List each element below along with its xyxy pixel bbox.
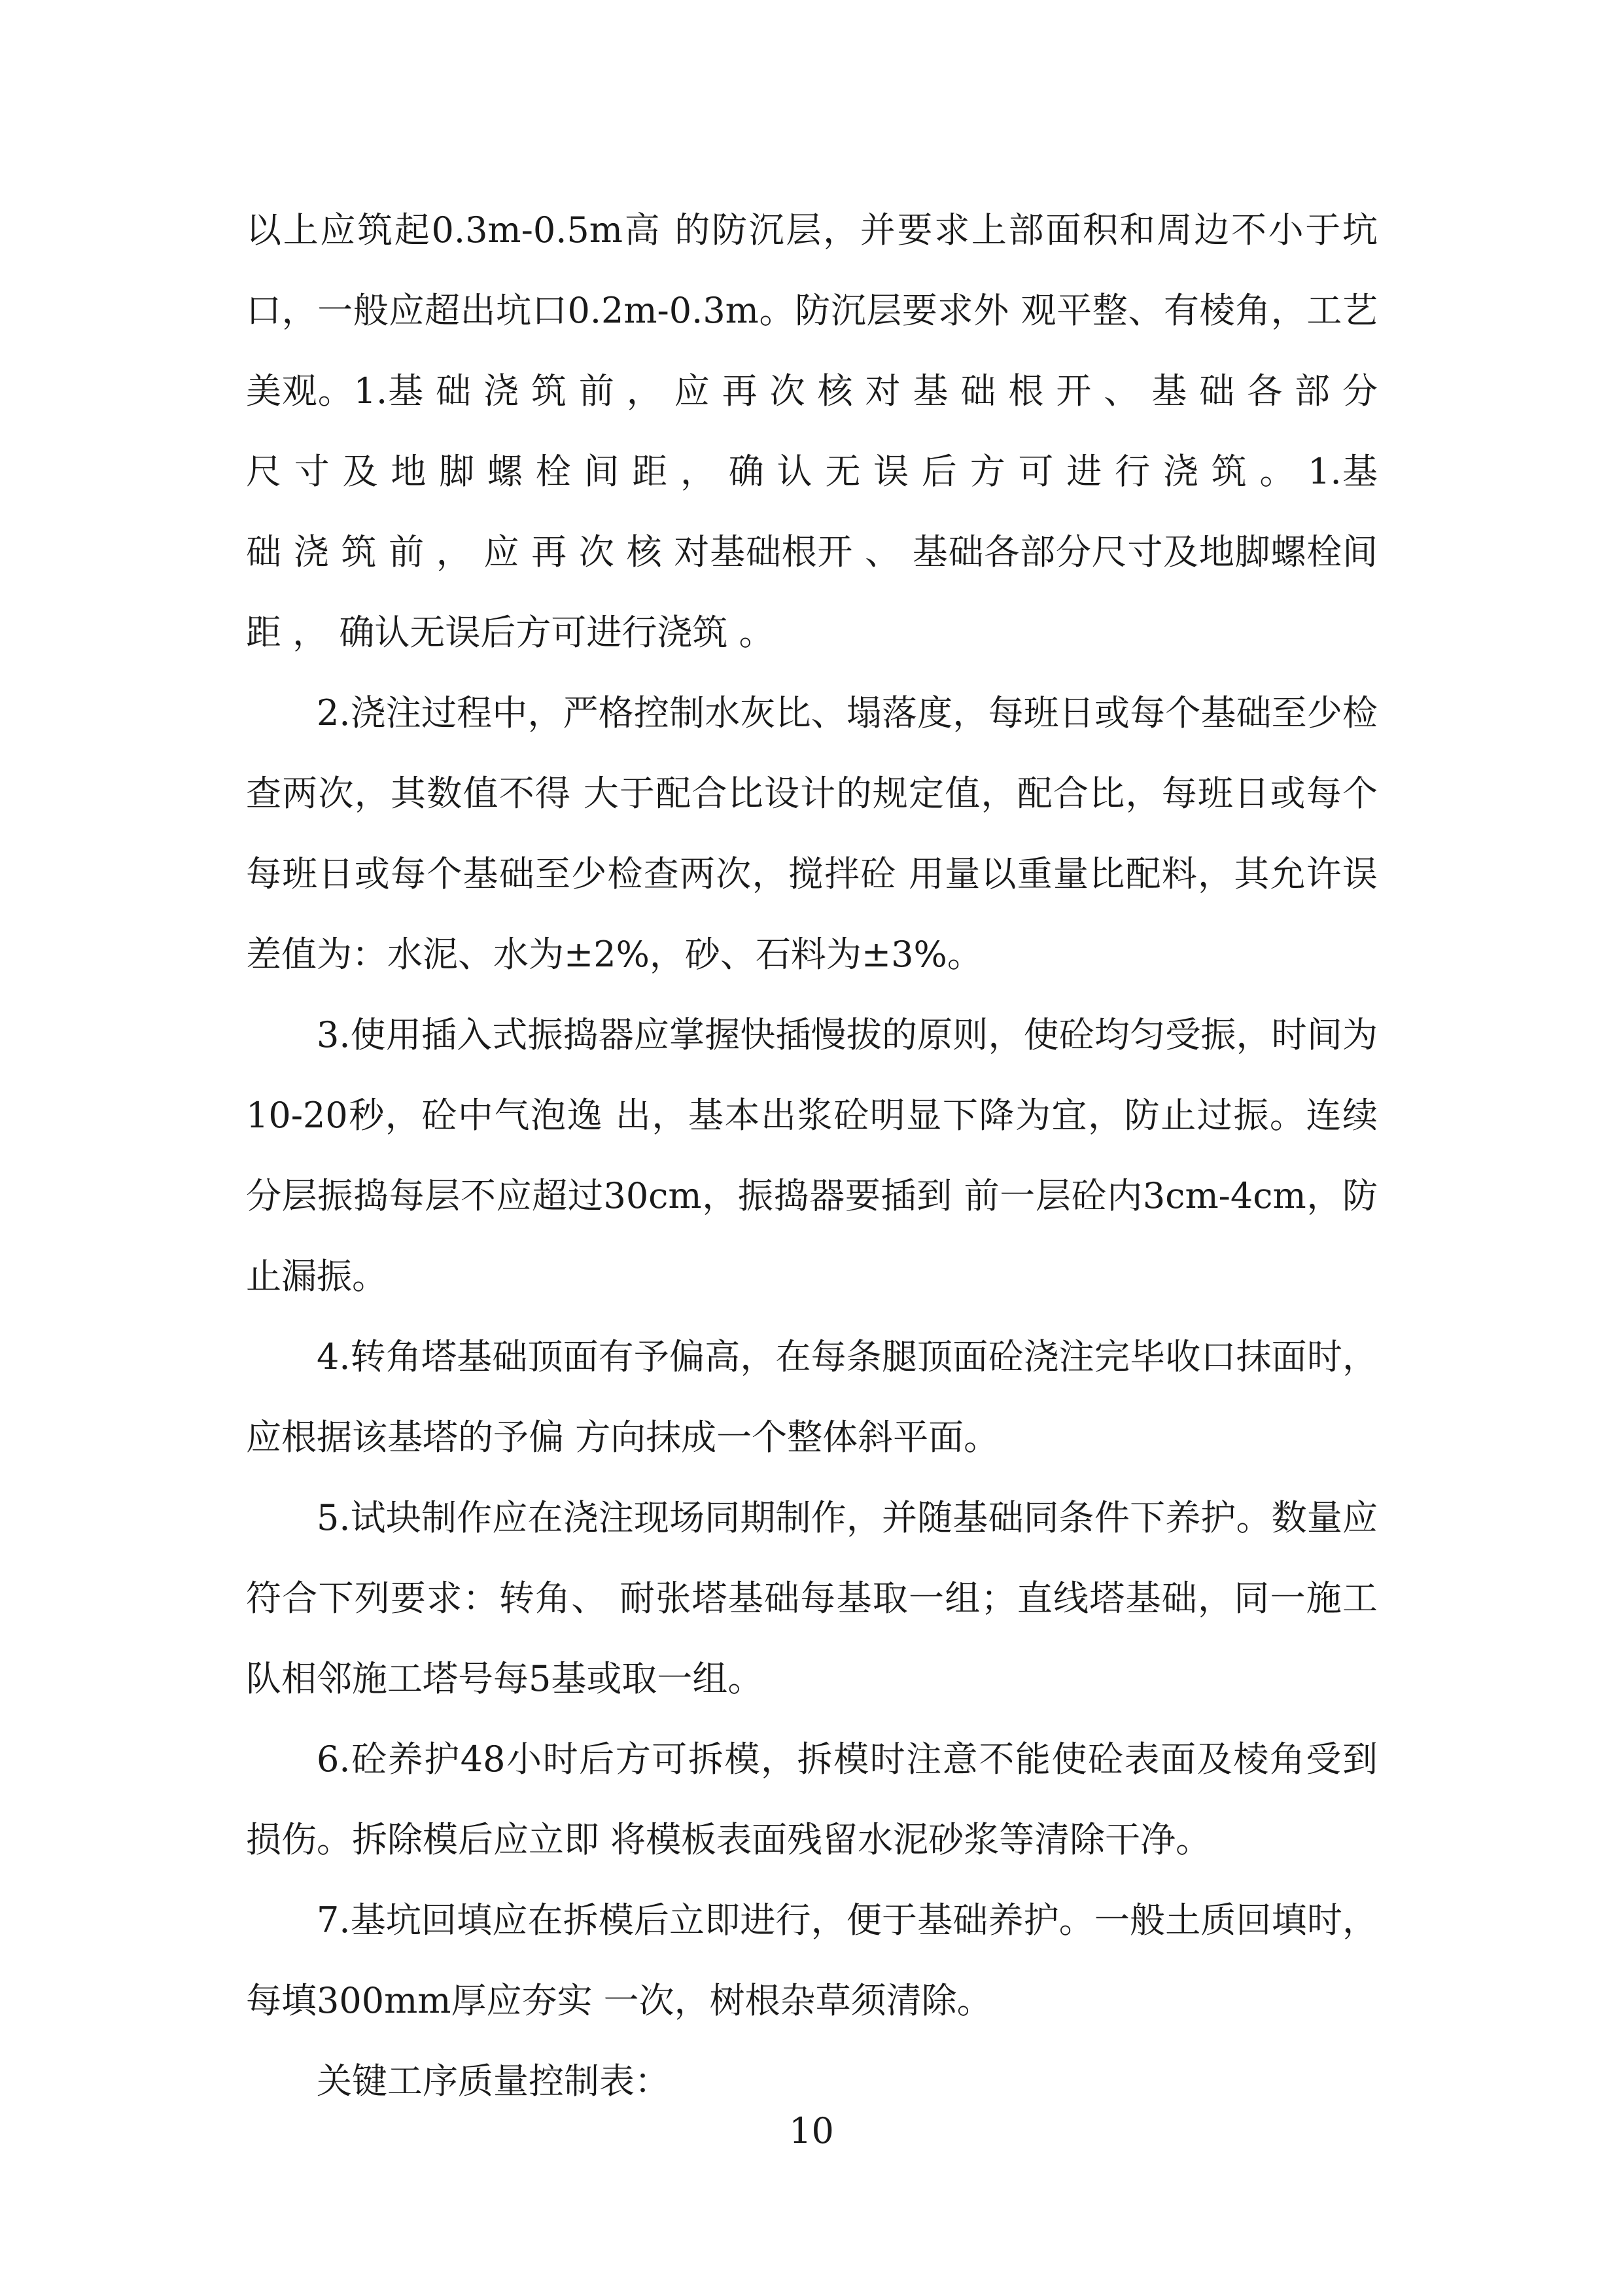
paragraph-quality-table-heading: 关键工序质量控制表： [317,2060,670,2102]
paragraph-vibrator-usage: 3.使用插入式振捣器应掌握快插慢拔的原则，使砼均匀受振，时间为10-20秒，砼中气泡逸 出，基本出浆砼明显下降为宜，防止过振。连续分层振捣每层不应超过30cm，振捣器要插到 前一层砼内3cm-4cm，防止漏振。 [246,1014,1378,1297]
paragraph-pour-process-control: 2.浇注过程中，严格控制水灰比、塌落度，每班日或每个基础至少检查两次，其数值不得 大于配合比设计的规定值，配合比，每班日或每个每班日或每个基础至少检查两次，搅拌砼 用量以重量比配料，其允许误差值为：水泥、水为±2%，砂、石料为±3%。 [246,692,1378,975]
paragraph-test-block: 5.试块制作应在浇注现场同期制作，并随基础同条件下养护。数量应符合下列要求：转角、 耐张塔基础每基取一组；直线塔基础，同一施工队相邻施工塔号每5基或取一组。 [246,1497,1378,1699]
page-number: 10 [789,2110,834,2151]
document-body [246,190,1378,2121]
paragraph-foundation-pour-check: 以上应筑起0.3m-0.5m高 的防沉层，并要求上部面积和周边不小于坑口，一般应超出坑口0.2m-0.3m。防沉层要求外 观平整、有棱角，工艺美观。1.基 础 浇 筑 前 ， 应 再 次 核 对 基 础 根 开 、 基 础 各 部 分 尺 寸 及 地 脚 螺 栓 间 距 ， 确 认 无 误 后 方 可 进 行 浇 筑 。 1.基 础 浇 筑 前 ， 应 再 次 核 对基础根开 、 基础各部分尺寸及地脚螺栓间距 ， 确认无误后方可进行浇筑 。 [246,209,1378,653]
paragraph-backfill: 7.基坑回填应在拆模后立即进行，便于基础养护。一般土质回填时，每填300mm厚应夯实 一次，树根杂草须清除。 [246,1899,1378,2021]
paragraph-corner-tower-surface: 4.转角塔基础顶面有予偏高，在每条腿顶面砼浇注完毕收口抹面时，应根据该基塔的予偏 方向抹成一个整体斜平面。 [246,1336,1378,1458]
paragraph-formwork-removal: 6.砼养护48小时后方可拆模，拆模时注意不能使砼表面及棱角受到损伤。拆除模后应立即 将模板表面残留水泥砂浆等清除干净。 [246,1739,1378,1860]
